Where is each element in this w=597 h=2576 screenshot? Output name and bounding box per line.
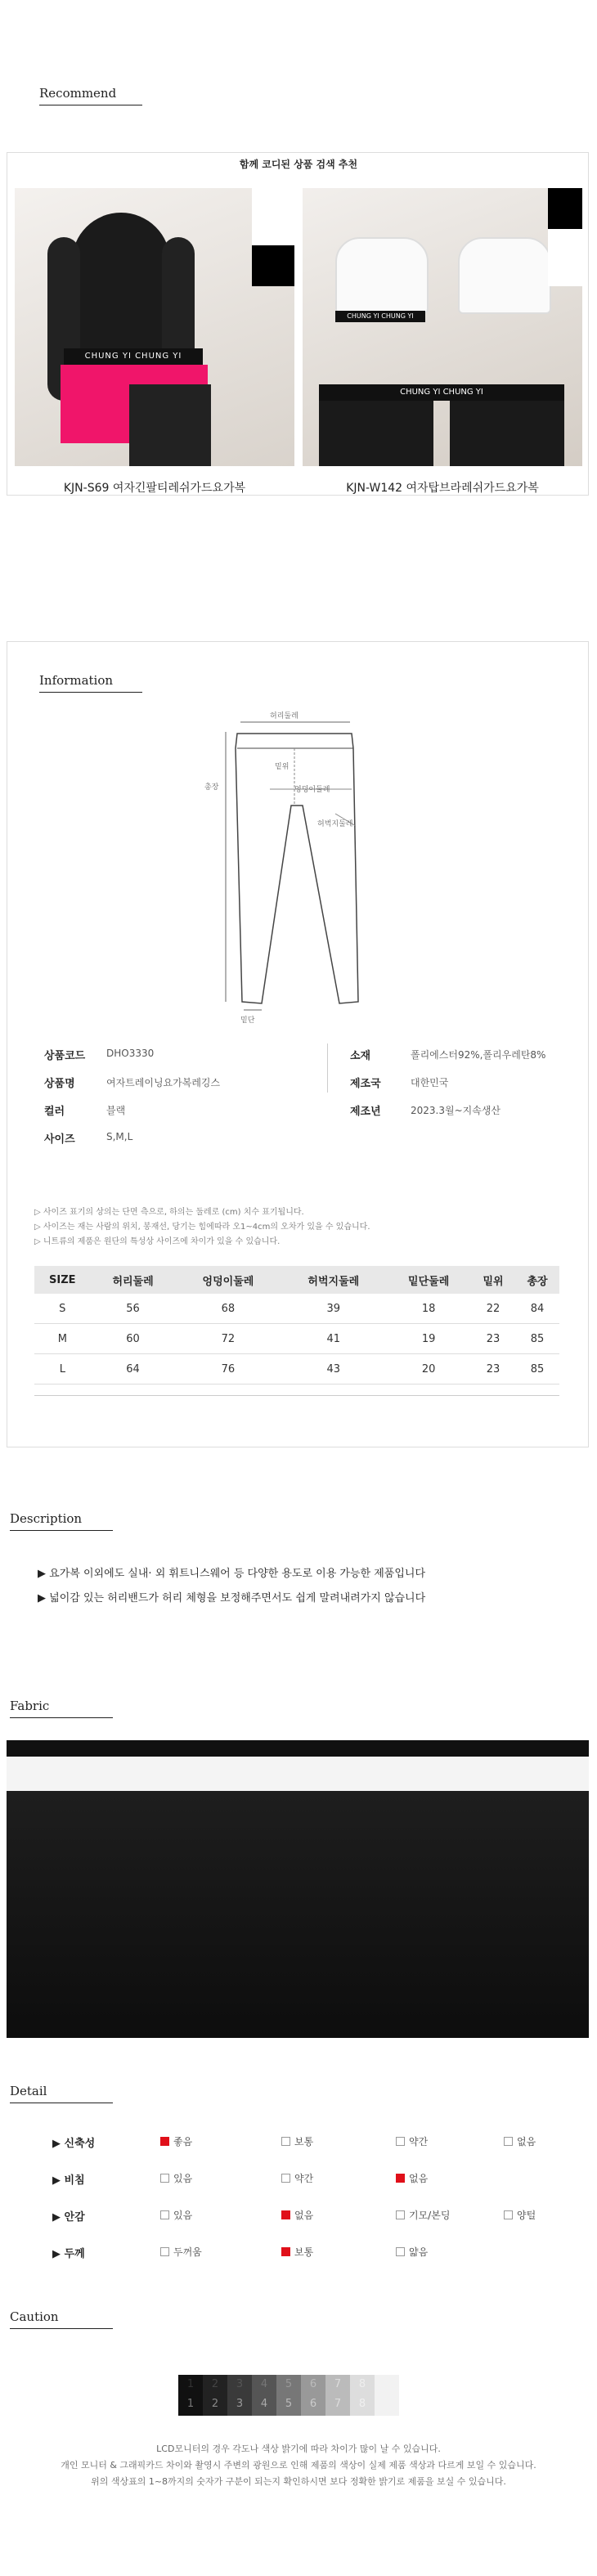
product-caption-1[interactable]: KJN-S69 여자긴팔티레쉬가드요가복 — [63, 482, 246, 495]
checkbox-icon — [281, 2174, 290, 2183]
scale-bottom-4: 4 — [260, 2398, 268, 2410]
fabric-black-texture — [7, 1791, 589, 2038]
scale-bottom-8: 8 — [358, 2398, 366, 2410]
option-stretch-normal[interactable] — [281, 2134, 313, 2148]
checkbox-icon — [160, 2247, 169, 2256]
cell: 19 — [386, 1324, 471, 1354]
spec-value-year: 2023.3월~지속생산 — [411, 1105, 501, 1116]
fabric-divider — [10, 1717, 113, 1718]
option-stretch-good[interactable] — [160, 2134, 192, 2148]
checkbox-icon — [504, 2210, 513, 2219]
spec-value-material: 폴리에스터92%,폴리우레탄8% — [411, 1049, 546, 1061]
cell: 60 — [91, 1324, 176, 1354]
cell: 64 — [91, 1354, 176, 1384]
size-table — [34, 1266, 559, 1384]
checkbox-icon — [396, 2137, 405, 2146]
cell: S — [34, 1294, 91, 1324]
scale-top-7: 7 — [334, 2378, 342, 2390]
scale-top-3: 3 — [236, 2378, 244, 2390]
checkbox-icon — [281, 2210, 290, 2219]
waistband: CHUNG YI CHUNG YI — [64, 348, 203, 365]
image-corner-dark — [548, 188, 582, 229]
caution-line-1: LCD모니터의 경우 각도나 색상 밝기에 따라 차이가 많이 날 수 있습니다. — [156, 2444, 441, 2454]
option-sheer-yes[interactable] — [160, 2171, 192, 2185]
scale-top-1: 1 — [186, 2378, 195, 2390]
size-note-2-text: 사이즈는 재는 사람의 위치, 봉재선, 당기는 힘에따라 오1~4cm의 오차가 있을 수 있습니다. — [43, 1223, 370, 1232]
spec-key-color: 컬러 — [44, 1106, 65, 1118]
option-label: 약간 — [294, 2173, 314, 2184]
option-label: 얇음 — [409, 2246, 429, 2258]
fabric-swatch — [7, 1740, 589, 2038]
diagram-label-length: 총장 — [204, 783, 219, 792]
header-rise: 밑위 — [471, 1266, 515, 1294]
bra-band: CHUNG YI CHUNG YI — [335, 311, 425, 322]
image-corner — [252, 188, 294, 245]
cell: 23 — [471, 1354, 515, 1384]
header-length: 총장 — [515, 1266, 559, 1294]
option-lining-yes[interactable] — [160, 2208, 192, 2222]
recommend-title: Recommend — [39, 86, 117, 101]
scale-cell-7 — [325, 2375, 350, 2416]
size-note-2: ▷ 사이즈는 재는 사람의 위치, 봉재선, 당기는 힘에따라 오1~4cm의 오차가 있을 수 있습니다. — [34, 1223, 370, 1232]
option-thickness-thick[interactable] — [160, 2245, 202, 2259]
spec-value-size: S,M,L — [106, 1131, 133, 1142]
header-thigh: 허벅지둘레 — [281, 1266, 386, 1294]
cell: 43 — [281, 1354, 386, 1384]
description-line-2: ▶ 넓이감 있는 허리밴드가 허리 체형을 보정해주면서도 쉽게 말려내려가지 않습니다 — [38, 1592, 426, 1604]
spec-value-name: 여자트레이닝요가복레깅스 — [106, 1077, 221, 1088]
size-note-3-text: 니트류의 제품은 원단의 특성상 사이즈에 차이가 있을 수 있습니다. — [43, 1237, 281, 1246]
checkbox-icon — [160, 2174, 169, 2183]
checkbox-icon — [504, 2137, 513, 2146]
fabric-white-band — [7, 1757, 589, 1791]
scale-cell-8 — [350, 2375, 375, 2416]
sports-bra-front-shape — [335, 237, 429, 314]
scale-cell-3 — [227, 2375, 252, 2416]
product-image-2[interactable] — [303, 188, 582, 466]
caution-title: Caution — [10, 2309, 59, 2324]
cell: 85 — [515, 1354, 559, 1384]
size-note-1-text: 사이즈 표기의 상의는 단면 측으로, 하의는 둘레로 (cm) 치수 표기됩니다. — [43, 1208, 304, 1217]
scale-top-8: 8 — [358, 2378, 366, 2390]
diagram-label-rise: 밑위 — [275, 763, 290, 771]
sports-bra-back-shape — [458, 237, 551, 314]
detail-label-thickness-text: 두께 — [64, 2248, 85, 2260]
scale-bottom-5: 5 — [285, 2398, 293, 2410]
option-label: 없음 — [294, 2210, 314, 2221]
scale-cell-4 — [252, 2375, 276, 2416]
size-note-3: ▷ 니트류의 제품은 원단의 특성상 사이즈에 차이가 있을 수 있습니다. — [34, 1237, 281, 1246]
information-divider — [39, 692, 142, 693]
checkbox-icon — [281, 2247, 290, 2256]
option-label: 약간 — [409, 2136, 429, 2147]
option-label: 양털 — [517, 2210, 536, 2221]
cell: 18 — [386, 1294, 471, 1324]
pants-left-shape — [319, 401, 433, 466]
description-line-1: ▶ 요가복 이외에도 실내· 외 휘트니스웨어 등 다양한 용도로 이용 가능한 제품입니다 — [38, 1568, 426, 1580]
scale-bottom-6: 6 — [309, 2398, 317, 2410]
option-lining-fleece[interactable] — [504, 2208, 536, 2222]
cell: M — [34, 1324, 91, 1354]
scale-bottom-1: 1 — [186, 2398, 195, 2410]
scale-top-5: 5 — [285, 2378, 293, 2390]
cell: 23 — [471, 1324, 515, 1354]
detail-label-sheer-text: 비침 — [64, 2174, 85, 2187]
detail-label-lining: ▶ 안감 — [52, 2211, 85, 2224]
top-shirt-shape — [72, 213, 170, 352]
scale-bottom-2: 2 — [211, 2398, 219, 2410]
scale-top-4: 4 — [260, 2378, 268, 2390]
detail-label-lining-text: 안감 — [64, 2211, 85, 2224]
spec-divider — [327, 1043, 328, 1093]
pants-diagram — [213, 707, 376, 1034]
option-sheer-none[interactable] — [396, 2171, 428, 2185]
option-label: 기모/본딩 — [409, 2210, 451, 2221]
checkbox-icon — [396, 2210, 405, 2219]
diagram-label-waist: 허리둘레 — [270, 712, 298, 720]
cell: 68 — [176, 1294, 281, 1324]
option-stretch-slight[interactable] — [396, 2134, 428, 2148]
scale-cell-1 — [178, 2375, 203, 2416]
scale-cell-6 — [301, 2375, 325, 2416]
spec-key-size: 사이즈 — [44, 1133, 75, 1146]
description-line-1-text: 요가복 이외에도 실내· 외 휘트니스웨어 등 다양한 용도로 이용 가능한 제품입니다 — [49, 1568, 426, 1580]
cell: 72 — [176, 1324, 281, 1354]
spec-value-color: 블랙 — [106, 1105, 126, 1116]
caution-line-3: 위의 색상표의 1~8까지의 숫자가 구분이 되는지 확인하시면 보다 정확한 밝기로 제품을 보실 수 있습니다. — [91, 2476, 506, 2487]
spec-value-country: 대한민국 — [411, 1077, 449, 1088]
table-row — [34, 1354, 559, 1384]
caution-divider — [10, 2328, 113, 2329]
header-hem: 밑단둘레 — [386, 1266, 471, 1294]
fabric-title: Fabric — [10, 1699, 50, 1713]
information-title: Information — [39, 673, 114, 688]
option-label: 보통 — [294, 2246, 314, 2258]
leggings-shape — [129, 384, 211, 466]
detail-label-sheer: ▶ 비침 — [52, 2174, 85, 2187]
header-size: SIZE — [34, 1266, 91, 1294]
cell: 22 — [471, 1294, 515, 1324]
option-label: 있음 — [173, 2173, 193, 2184]
option-label: 두꺼움 — [173, 2246, 202, 2258]
option-lining-none[interactable] — [281, 2208, 313, 2222]
option-lining-brushed[interactable] — [396, 2208, 450, 2222]
recommend-subtitle: 함께 코디된 상품 검색 추천 — [239, 159, 358, 170]
detail-label-stretch: ▶ 신축성 — [52, 2138, 96, 2150]
image-corner-dark — [252, 245, 294, 286]
cell: L — [34, 1354, 91, 1384]
option-sheer-slight[interactable] — [281, 2171, 313, 2185]
cell: 84 — [515, 1294, 559, 1324]
option-thickness-thin[interactable] — [396, 2245, 428, 2259]
table-bottom-rule — [34, 1395, 559, 1396]
spec-key-material: 소재 — [350, 1050, 371, 1062]
option-label: 없음 — [517, 2136, 536, 2147]
detail-label-thickness: ▶ 두께 — [52, 2248, 85, 2260]
option-label: 좋음 — [173, 2136, 193, 2147]
spec-value-code: DHO3330 — [106, 1048, 155, 1059]
detail-title: Detail — [10, 2084, 47, 2098]
image-corner — [548, 229, 582, 286]
scale-top-2: 2 — [211, 2378, 219, 2390]
brightness-scale — [178, 2375, 415, 2417]
scale-cell-5 — [276, 2375, 301, 2416]
diagram-label-thigh: 허벅지둘레 — [317, 820, 353, 828]
option-thickness-normal[interactable] — [281, 2245, 313, 2259]
option-label: 보통 — [294, 2136, 314, 2147]
cell: 85 — [515, 1324, 559, 1354]
cell: 56 — [91, 1294, 176, 1324]
product-image-1[interactable] — [15, 188, 294, 466]
pants-right-shape — [450, 401, 564, 466]
size-note-1: ▷ 사이즈 표기의 상의는 단면 측으로, 하의는 둘레로 (cm) 치수 표기됩니다. — [34, 1208, 304, 1217]
diagram-label-hip: 엉덩이둘레 — [294, 786, 330, 794]
diagram-label-hem: 밑단 — [240, 1016, 255, 1025]
checkbox-icon — [396, 2174, 405, 2183]
spec-key-name: 상품명 — [44, 1078, 75, 1090]
checkbox-icon — [396, 2247, 405, 2256]
header-hip: 엉덩이둘레 — [176, 1266, 281, 1294]
spec-key-country: 제조국 — [350, 1078, 381, 1090]
cell: 41 — [281, 1324, 386, 1354]
checkbox-icon — [160, 2210, 169, 2219]
pants-waistband: CHUNG YI CHUNG YI — [319, 384, 564, 401]
table-row — [34, 1294, 559, 1324]
cell: 39 — [281, 1294, 386, 1324]
size-table-header — [34, 1266, 559, 1294]
detail-label-stretch-text: 신축성 — [64, 2138, 96, 2150]
scale-cell-2 — [203, 2375, 227, 2416]
spec-key-code: 상품코드 — [44, 1050, 86, 1062]
option-stretch-none[interactable] — [504, 2134, 536, 2148]
caution-line-2: 개인 모니터 & 그래픽카드 차이와 촬영시 주변의 광원으로 인해 제품의 색상이 실제 제품 색상과 다르게 보일 수 있습니다. — [61, 2460, 536, 2471]
spec-key-year: 제조년 — [350, 1106, 381, 1118]
scale-bottom-3: 3 — [236, 2398, 244, 2410]
description-line-2-text: 넓이감 있는 허리밴드가 허리 체형을 보정해주면서도 쉽게 말려내려가지 않습니다 — [49, 1592, 426, 1604]
checkbox-icon — [281, 2137, 290, 2146]
option-label: 있음 — [173, 2210, 193, 2221]
header-waist: 허리둘레 — [91, 1266, 176, 1294]
product-caption-2[interactable]: KJN-W142 여자탑브라레쉬가드요가복 — [346, 482, 539, 495]
scale-cell-9 — [375, 2375, 399, 2416]
scale-top-6: 6 — [309, 2378, 317, 2390]
description-divider — [10, 1530, 113, 1531]
cell: 76 — [176, 1354, 281, 1384]
table-row — [34, 1324, 559, 1354]
description-title: Description — [10, 1511, 83, 1526]
checkbox-icon — [160, 2137, 169, 2146]
option-label: 없음 — [409, 2173, 429, 2184]
cell: 20 — [386, 1354, 471, 1384]
scale-bottom-7: 7 — [334, 2398, 342, 2410]
